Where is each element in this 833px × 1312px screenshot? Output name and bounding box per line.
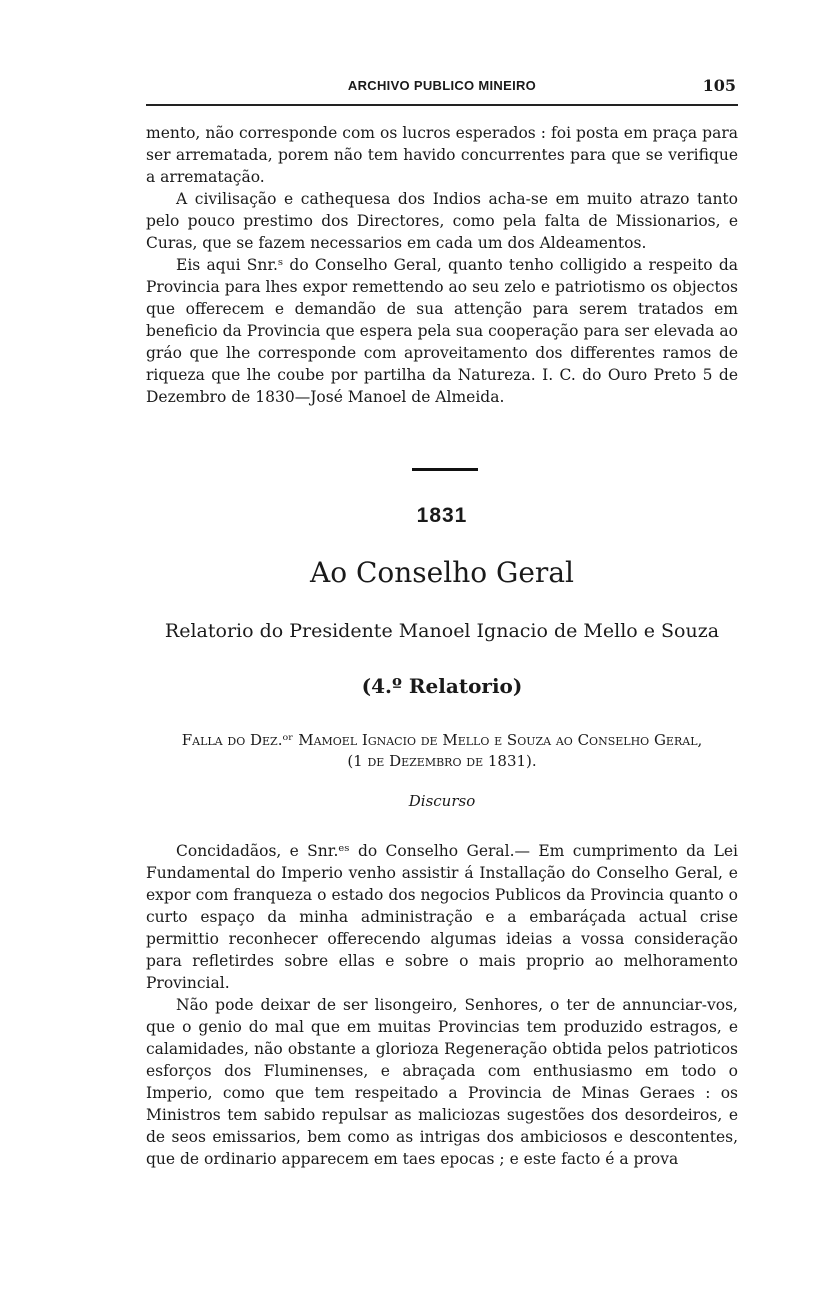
running-title: ARCHIVO PUBLICO MINEIRO (347, 78, 537, 93)
paragraph: Concidadãos, e Snr.ᵉˢ do Conselho Geral.— Em cumprimento da Lei Fundamental do Imperio venho assistir á Installação do Conselho Geral, e expor com franqueza o estado dos negocios Publicos da Provincia quanto o curto espaço da minha administração e a embaráçada actual crise permittio reconhecer offerecendo algumas ideias a vossa consideração para refletirdes sobre ellas e sobre o mais proprio ao melhoramento Provincial. (146, 842, 738, 992)
report-title: Relatorio do Presidente Manoel Ignacio de Mello e Souza (164, 620, 720, 642)
discourse-label: Discurso (408, 792, 476, 810)
speech-heading-line: Falla do Dez.ᵒʳ Mamoel Ignacio de Mello e Souza ao Conselho Geral, (181, 731, 703, 749)
text-block-continuation (146, 122, 738, 408)
speech-heading-date: (1 de Dezembro de 1831). (347, 752, 537, 770)
text-block-discourse (146, 840, 738, 1170)
paragraph: mento, não corresponde com os lucros esperados : foi posta em praça para ser arrematada, porem não tem havido concurrentes para que se verifique a arrematação. (146, 124, 738, 186)
header-rule (146, 104, 738, 106)
year-heading: 1831 (416, 504, 468, 527)
paragraph: Não pode deixar de ser lisongeiro, Senhores, o ter de annunciar-vos, que o genio do mal que em muitas Provincias tem produzido estragos, e calamidades, não obstante a glorioza Regeneração obtida pelos patrioticos esforços dos Fluminenses, e abraçada com enthusiasmo em todo o Imperio, como que tem respeitado a Provincia de Minas Geraes : os Ministros tem sabido repulsar as maliciozas sugestões dos desordeiros, e de seos emissarios, bem como as intrigas dos ambiciosos e descontentes, que de ordinario apparecem em taes epocas ; e este facto é a prova (146, 996, 738, 1168)
speech-heading (146, 730, 738, 772)
section-title: Ao Conselho Geral (310, 556, 574, 589)
section-divider (412, 468, 478, 471)
paragraph: A civilisação e cathequesa dos Indios acha-se em muito atrazo tanto pelo pouco prestimo dos Directores, como pela falta de Missionarios, e Curas, que se fazem necessarios em cada um dos Aldeamentos. (146, 190, 738, 252)
report-number: (4.º Relatorio) (361, 674, 523, 698)
page-number: 105 (702, 76, 736, 95)
running-head (146, 76, 738, 100)
paragraph: Eis aqui Snr.ˢ do Conselho Geral, quanto tenho colligido a respeito da Provincia para lhes expor remettendo ao seu zelo e patriotismo os objectos que offerecem e demandão de sua attenção para serem tratados em beneficio da Provincia que espera pela sua cooperação para ser elevada ao gráo que lhe corresponde com aproveitamento dos differentes ramos de riqueza que lhe coube por partilha da Natureza. I. C. do Ouro Preto 5 de Dezembro de 1830—José Manoel de Almeida. (146, 256, 738, 406)
